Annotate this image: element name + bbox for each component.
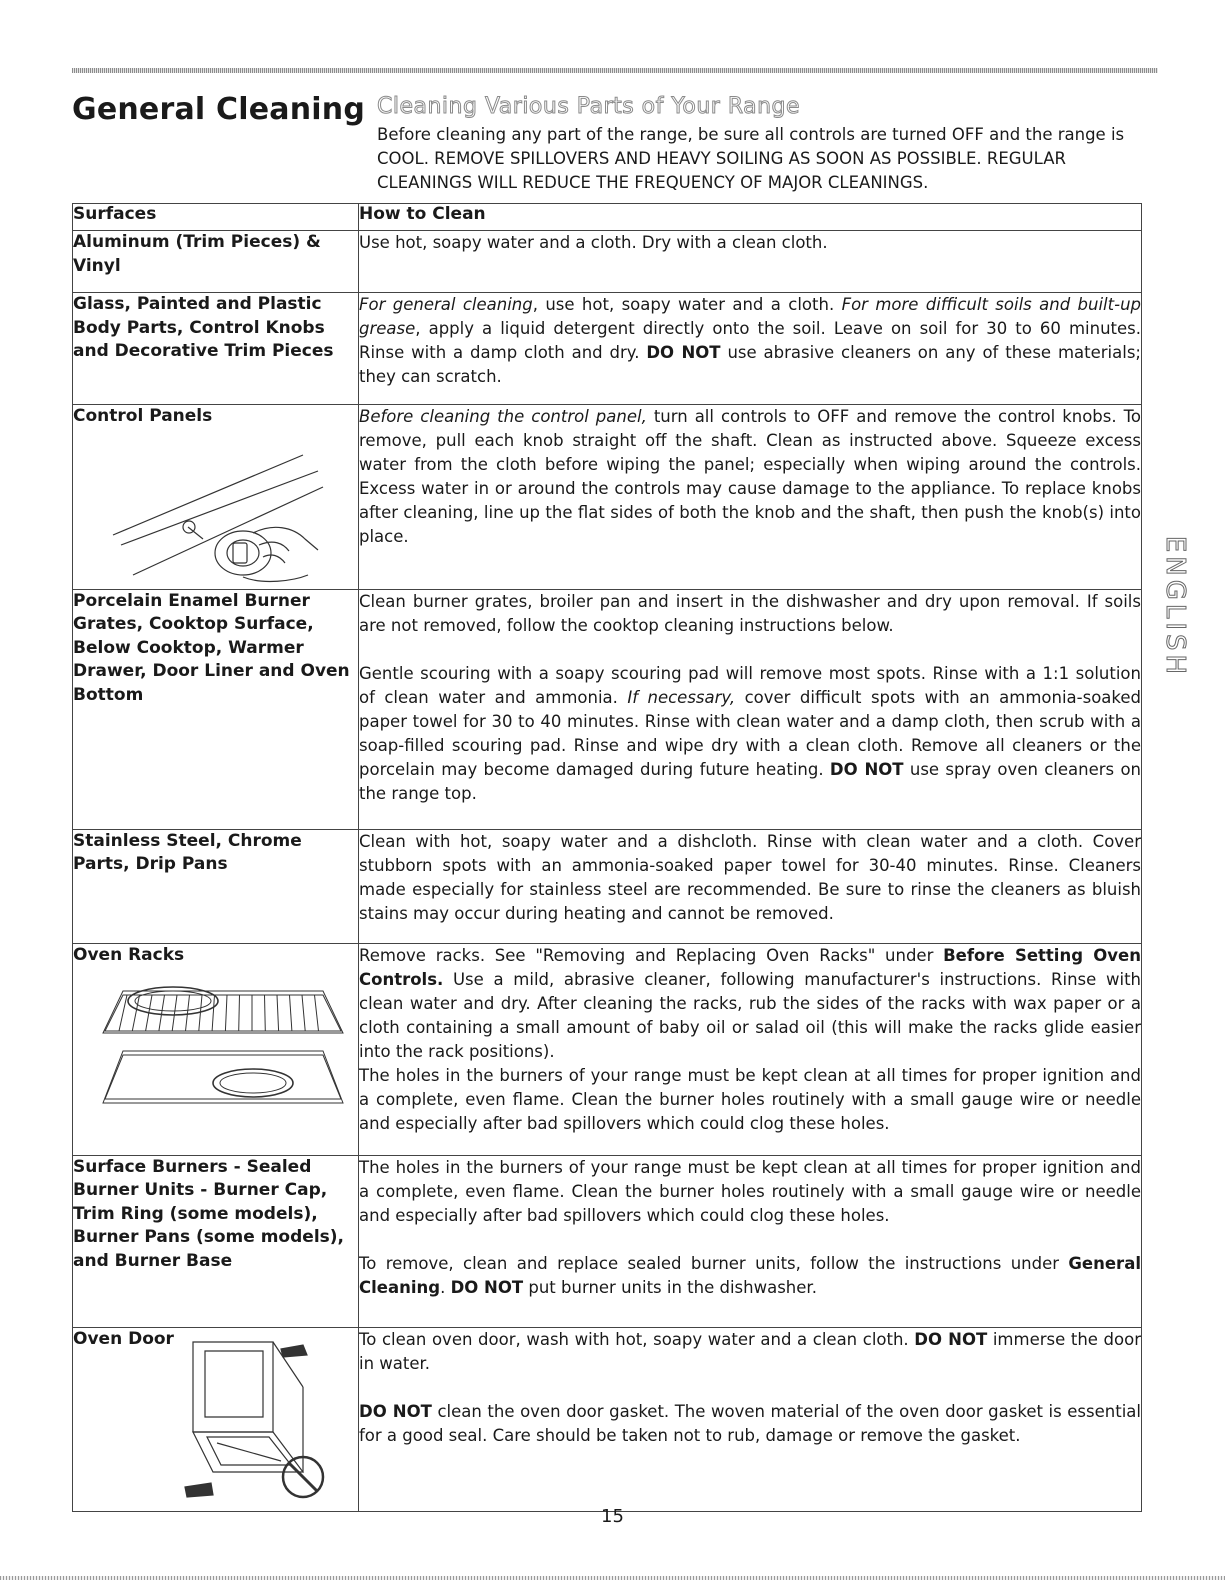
bottom-decorative-rule [0, 1576, 1225, 1580]
text-run: turn all controls to OFF and remove the control knobs. To remove, pull each knob straight off the shaft. Clean as instructed above. Squeeze excess water from the cloth before wiping the panel; especially when wiping around the controls. Excess water in or around the controls may cause damage to the appliance. To replace knobs after cleaning, line up the flat sides of both the knob and the shaft, then push the knob(s) into place. [359, 407, 1141, 546]
text-run: Use a mild, abrasive cleaner, following manufacturer's instructions. Rinse with clean water and dry. After cleaning the racks, rub the sides of the racks with wax paper or a cloth containing a small amount of baby oil or salad oil (this will make the racks glide easier into the rack positions). [359, 969, 1141, 1061]
text-run: . [440, 1277, 451, 1297]
instruction-paragraph [359, 662, 1141, 806]
top-decorative-rule [72, 68, 1158, 73]
text-run: Clean with hot, soapy water and a dishcloth. Rinse with clean water and a cloth. Cover stubborn spots with an ammonia-soaked paper towel for 30-40 minutes. Rinse. Cleaners made especially for stainless steel are recommended. Be sure to rinse the cleaners as bluish stains may occur during heating and cannot be removed. [359, 831, 1141, 923]
rack-bar [225, 995, 227, 1031]
table-row [73, 943, 1142, 1155]
rack-bar [265, 995, 266, 1031]
instruction-paragraph [359, 231, 1141, 255]
text-run: , use hot, soapy water and a cloth. [532, 295, 842, 314]
emphasis-bold: DO NOT [646, 343, 721, 362]
table-row [73, 589, 1142, 829]
table-row [73, 1155, 1142, 1327]
language-side-tab [1155, 537, 1195, 687]
surface-cell [73, 589, 359, 829]
how-to-clean-cell [359, 293, 1142, 405]
rack-bar [172, 995, 177, 1031]
surface-cell [73, 829, 359, 943]
surface-name: Aluminum (Trim Pieces) & Vinyl [73, 232, 321, 276]
how-to-clean-cell [359, 943, 1142, 1155]
text-run: Gentle scouring with a soapy scouring pad will remove most spots. Rinse with a 1:1 solution of clean water and ammonia. [359, 663, 1141, 707]
rack-bar [290, 995, 292, 1031]
emphasis-italic: For general cleaning [359, 295, 533, 314]
rack-bar [132, 995, 139, 1031]
surface-cell [73, 1155, 359, 1327]
instruction-paragraph [359, 1156, 1141, 1228]
surface-cell [73, 405, 359, 590]
table-header-row [73, 204, 1142, 231]
oven-door-illustration [183, 1337, 333, 1507]
surface-name: Oven Door [73, 1328, 174, 1349]
page-title: General Cleaning [72, 92, 366, 127]
page-number: 15 [601, 1506, 624, 1527]
how-to-clean-cell [359, 405, 1142, 590]
rack-bar [212, 995, 214, 1031]
table-row [73, 829, 1142, 943]
control-knob-illustration [93, 435, 333, 585]
section-heading: Cleaning Various Parts of Your Range [377, 94, 801, 119]
table-row [73, 1327, 1142, 1512]
how-to-clean-cell [359, 231, 1142, 293]
table-row [73, 405, 1142, 590]
emphasis-bold: DO NOT [829, 759, 904, 779]
rack-bar [186, 995, 190, 1031]
how-to-clean-cell [359, 829, 1142, 943]
surface-cell [73, 293, 359, 405]
text-run: The holes in the burners of your range must be kept clean at all times for proper ignition and a complete, even flame. Clean the burner holes routinely with a small gauge wire or needle and especially after bad spillovers which could clog these holes. [359, 1065, 1141, 1133]
control-knob-illustration-wrapper [73, 435, 358, 589]
how-to-clean-cell [359, 589, 1142, 829]
instruction-paragraph [359, 1252, 1141, 1300]
surface-name: Control Panels [73, 406, 213, 426]
how-to-clean-header: How to Clean [359, 204, 1142, 231]
oven-door-illustration-wrapper [73, 1337, 358, 1511]
text-run: use abrasive cleaners on any of these materials; they can scratch. [359, 343, 1141, 386]
rack-bar [277, 995, 279, 1031]
emphasis-italic: Before cleaning the control panel, [359, 407, 647, 426]
emphasis-bold: General Cleaning [359, 1253, 1141, 1297]
instruction-paragraph [359, 1328, 1141, 1376]
instruction-paragraph [359, 405, 1141, 549]
surface-cell [73, 943, 359, 1155]
surface-name: Porcelain Enamel Burner Grates, Cooktop Surface, Below Cooktop, Warmer Drawer, Door Liner and Oven Bottom [73, 590, 350, 705]
surface-name: Glass, Painted and Plastic Body Parts, Control Knobs and Decorative Trim Pieces [73, 294, 334, 361]
language-label: ENGLISH [1160, 535, 1190, 679]
text-run: To remove, clean and replace sealed burner units, follow the instructions under [359, 1253, 1069, 1273]
rack-bar [159, 995, 165, 1031]
how-to-clean-cell [359, 1327, 1142, 1512]
table-body [73, 231, 1142, 1512]
table-row [73, 231, 1142, 293]
surface-name: Surface Burners - Sealed Burner Units - Burner Cap, Trim Ring (some models), Burner Pans (some models), and Burner Base [73, 1156, 344, 1271]
surfaces-header: Surfaces [73, 204, 359, 231]
text-run: use spray oven cleaners on the range top. [359, 759, 1141, 803]
text-run: Remove racks. See "Removing and Replacing Oven Racks" under [359, 945, 944, 965]
intro-paragraph: Before cleaning any part of the range, be sure all controls are turned OFF and the range is COOL. REMOVE SPILLOVERS AND HEAVY SOILING AS SOON AS POSSIBLE. REGULAR CLEANINGS WILL REDUCE THE FREQUENCY OF MAJOR CLEANINGS. [377, 125, 1125, 192]
oven-racks-illustration [93, 973, 353, 1123]
instruction-paragraph [359, 590, 1141, 638]
surface-name: Oven Racks [73, 944, 185, 965]
emphasis-bold: Before Setting Oven Controls. [359, 945, 1141, 989]
surface-cell [73, 1327, 359, 1512]
rack-bar [302, 995, 305, 1031]
table-row [73, 293, 1142, 405]
text-run: The holes in the burners of your range must be kept clean at all times for proper ignition and a complete, even flame. Clean the burner holes routinely with a small gauge wire or needle and especially after bad spillovers which could clog these holes. [359, 1157, 1141, 1225]
instruction-paragraph [359, 944, 1141, 1064]
oven-racks-illustration-wrapper [73, 973, 358, 1127]
text-run: put burner units in the dishwasher. [523, 1277, 817, 1297]
cleaning-table [72, 203, 1142, 1512]
rack-bar [239, 995, 240, 1031]
text-run: clean the oven door gasket. The woven material of the oven door gasket is essential for a good seal. Care should be taken not to rub, damage or remove the gasket. [359, 1401, 1141, 1445]
surface-name: Stainless Steel, Chrome Parts, Drip Pans [73, 830, 302, 874]
emphasis-italic: For more difficult soils and built-up grease [359, 295, 1142, 338]
instruction-paragraph [359, 1064, 1141, 1136]
text-run: To clean oven door, wash with hot, soapy water and a clean cloth. [359, 1329, 915, 1349]
emphasis-bold: DO NOT [914, 1329, 988, 1349]
text-run: Clean burner grates, broiler pan and insert in the dishwasher and dry upon removal. If soils are not removed, follow the cooktop cleaning instructions below. [359, 591, 1141, 635]
instruction-paragraph [359, 1400, 1141, 1448]
emphasis-bold: DO NOT [450, 1277, 524, 1297]
text-run: cover difficult spots with an ammonia-soaked paper towel for 30 to 40 minutes. Rinse with clean water and a damp cloth, then scrub with a soap-filled scouring pad. Rinse and wipe dry with a clean cloth. Remove all cleaners or the porcelain may become damaged during future heating. [359, 687, 1141, 779]
instruction-paragraph [359, 830, 1141, 926]
emphasis-italic: If necessary, [627, 687, 736, 707]
emphasis-bold: DO NOT [359, 1401, 432, 1421]
text-run: , apply a liquid detergent directly onto the soil. Leave on soil for 30 to 60 minutes. Rinse with a damp cloth and dry. [359, 319, 1141, 362]
rack-bar [315, 995, 319, 1031]
surface-cell [73, 231, 359, 293]
text-run: Use hot, soapy water and a cloth. Dry with a clean cloth. [359, 233, 828, 252]
instruction-paragraph [359, 293, 1141, 389]
text-run: immerse the door in water. [359, 1329, 1142, 1373]
how-to-clean-cell [359, 1155, 1142, 1327]
